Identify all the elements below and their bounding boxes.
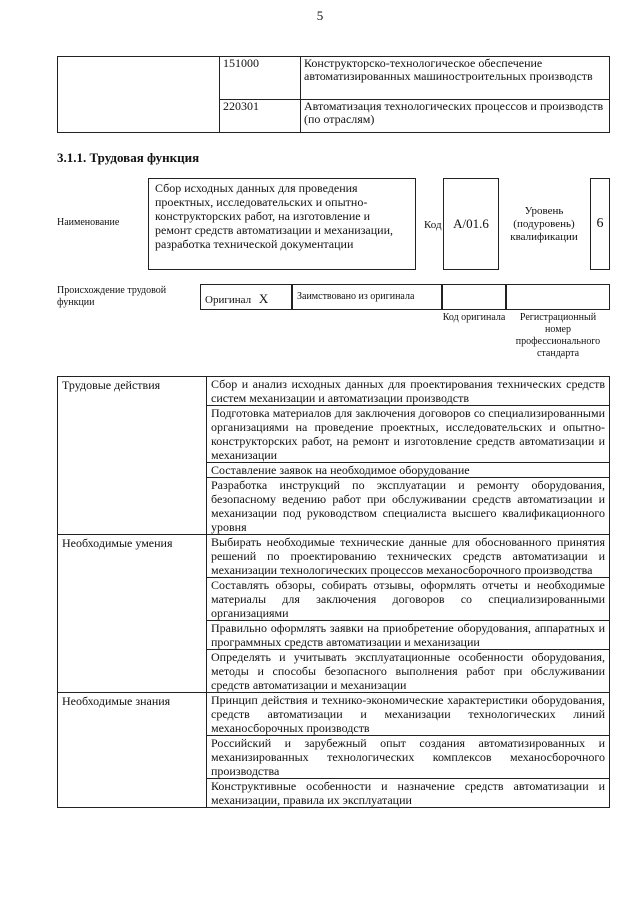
name-cell: Автоматизация технологических процессов и производств (по отраслям) (301, 100, 610, 133)
category-cell: Необходимые умения (58, 535, 207, 693)
codes-table (57, 56, 610, 133)
function-name-box: Сбор исходных данных для проведения проектных, исследовательских и опытно-конструкторских работ, на изготовление и ремонт средств автоматизации и механизации, разработка технической документации (148, 178, 416, 270)
original-cell (200, 284, 292, 310)
registration-caption: Регистрационный номер профессионального стандарта (515, 312, 601, 359)
original-code-cell (442, 284, 506, 310)
function-code-box: A/01.6 (443, 178, 499, 270)
level-box: 6 (590, 178, 610, 270)
item-cell: Сбор и анализ исходных данных для проектирования технических средств систем механизации и автоматизации производств (207, 377, 610, 406)
section-title: 3.1.1. Трудовая функция (57, 150, 200, 165)
code-cell: 220301 (220, 100, 301, 133)
item-cell: Российский и зарубежный опыт создания автоматизированных и механизированных технологических комплексов механосборочного производства (207, 736, 610, 779)
category-cell: Трудовые действия (58, 377, 207, 535)
original-label: Оригинал (205, 294, 252, 306)
item-cell: Определять и учитывать эксплуатационные особенности оборудования, методы и способы безопасного выполнения работ при обслуживании средств автоматизации и механизации (207, 650, 610, 693)
origin-label: Происхождение трудовой функции (57, 285, 167, 308)
labor-function-table (57, 376, 610, 808)
registration-cell (506, 284, 610, 310)
item-cell: Принцип действия и технико-экономические характеристики оборудования, средств автоматизации и механизации технологических линий механосборочных производств (207, 693, 610, 736)
name-label: Наименование (57, 217, 120, 228)
borrowed-cell: Заимствовано из оригинала (292, 284, 442, 310)
item-cell: Выбирать необходимые технические данные для обоснованного принятия решений по проектированию технических средств автоматизации и механизации технологических процессов механосборочного производства (207, 535, 610, 578)
category-cell: Необходимые знания (58, 693, 207, 808)
item-cell: Разработка инструкций по эксплуатации и ремонту оборудования, безопасному ведению работ при обслуживании средств автоматизации и механизации под руководством специалиста высшего квалификационного уровня (207, 478, 610, 535)
item-cell: Составление заявок на необходимое оборудование (207, 463, 610, 478)
level-label: Уровень (подуровень) квалификации (510, 205, 578, 243)
original-mark: X (258, 291, 269, 306)
item-cell: Конструктивные особенности и назначение средств автоматизации и механизации, правила их эксплуатации (207, 779, 610, 808)
code-caption: Код оригинала (442, 312, 506, 323)
item-cell: Правильно оформлять заявки на приобретение оборудования, аппаратных и программных средств автоматизации и механизации (207, 621, 610, 650)
name-cell: Конструкторско-технологическое обеспечение автоматизированных машиностроительных производств (301, 57, 610, 100)
code-label: Код (424, 219, 442, 231)
code-cell: 151000 (220, 57, 301, 100)
item-cell: Подготовка материалов для заключения договоров со специализированными организациями на проведение проектных, исследовательских и опытно-конструкторских работ, на ремонт и изготовление средств автоматизации и механизации (207, 406, 610, 463)
page-number: 5 (316, 8, 324, 23)
table-row (58, 377, 610, 406)
table-row (58, 535, 610, 578)
table-row (58, 57, 610, 100)
table-row (58, 693, 610, 736)
empty-cell (58, 57, 220, 133)
item-cell: Составлять обзоры, собирать отзывы, оформлять отчеты и необходимые материалы для заключения договоров со специализированными организациями (207, 578, 610, 621)
